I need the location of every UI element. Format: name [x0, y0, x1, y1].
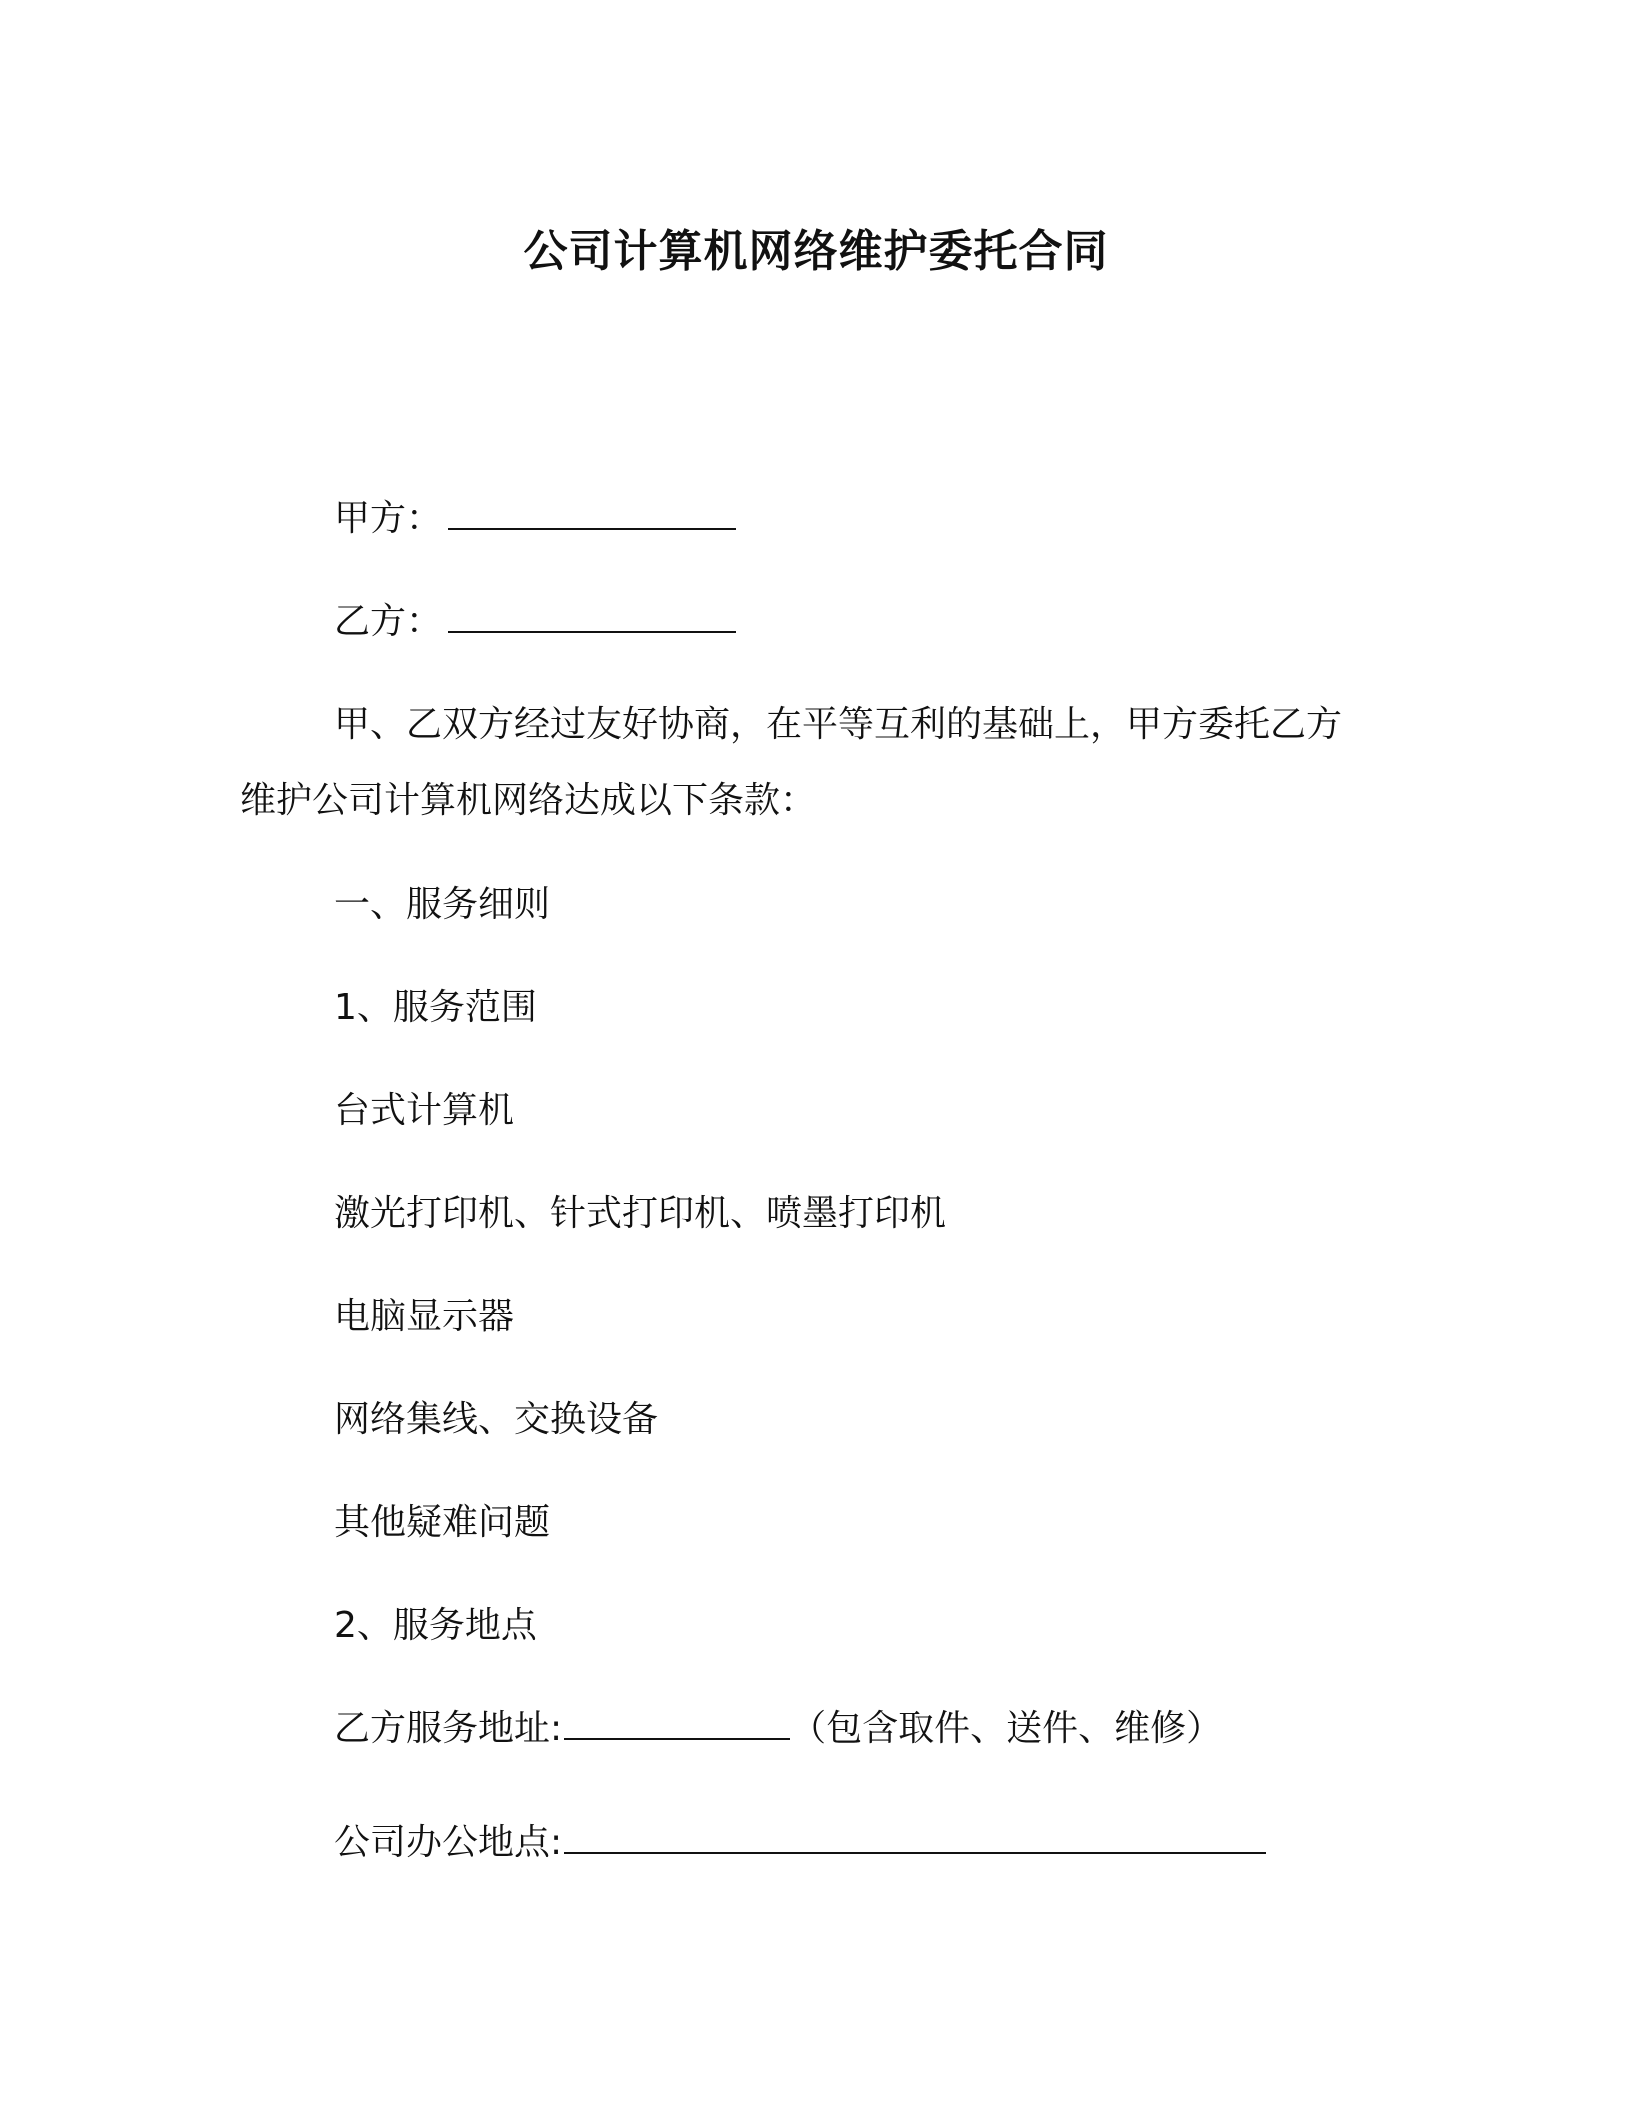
party-a-line — [334, 494, 736, 544]
service-address-label: 乙方服务地址: — [334, 1708, 563, 1749]
party-a-label: 甲方： — [334, 498, 443, 539]
party-b-line — [334, 597, 736, 647]
item-2-heading: 2、服务地点 — [334, 1605, 537, 1646]
scope-item: 电脑显示器 — [334, 1296, 515, 1337]
scope-item: 其他疑难问题 — [334, 1502, 551, 1543]
office-location-label: 公司办公地点: — [334, 1822, 563, 1863]
section-1-heading: 一、服务细则 — [334, 884, 551, 925]
party-a-blank[interactable] — [448, 494, 736, 530]
service-address-note: （包含取件、送件、维修） — [790, 1708, 1223, 1749]
party-b-blank[interactable] — [448, 597, 736, 633]
document-title: 公司计算机网络维护委托合同 — [523, 226, 1109, 277]
item-1-heading: 1、服务范围 — [334, 987, 537, 1028]
scope-item: 网络集线、交换设备 — [334, 1399, 659, 1440]
scope-item: 台式计算机 — [334, 1090, 515, 1131]
office-location-blank[interactable] — [564, 1818, 1266, 1854]
office-location-line — [334, 1818, 1266, 1868]
service-address-line — [334, 1704, 1222, 1754]
intro-line-1: 甲、乙双方经过友好协商，在平等互利的基础上，甲方委托乙方 — [334, 704, 1343, 745]
intro-line-2: 维护公司计算机网络达成以下条款： — [240, 780, 817, 821]
scope-item: 激光打印机、针式打印机、喷墨打印机 — [334, 1193, 947, 1234]
service-address-blank[interactable] — [564, 1704, 790, 1740]
party-b-label: 乙方： — [334, 601, 443, 642]
